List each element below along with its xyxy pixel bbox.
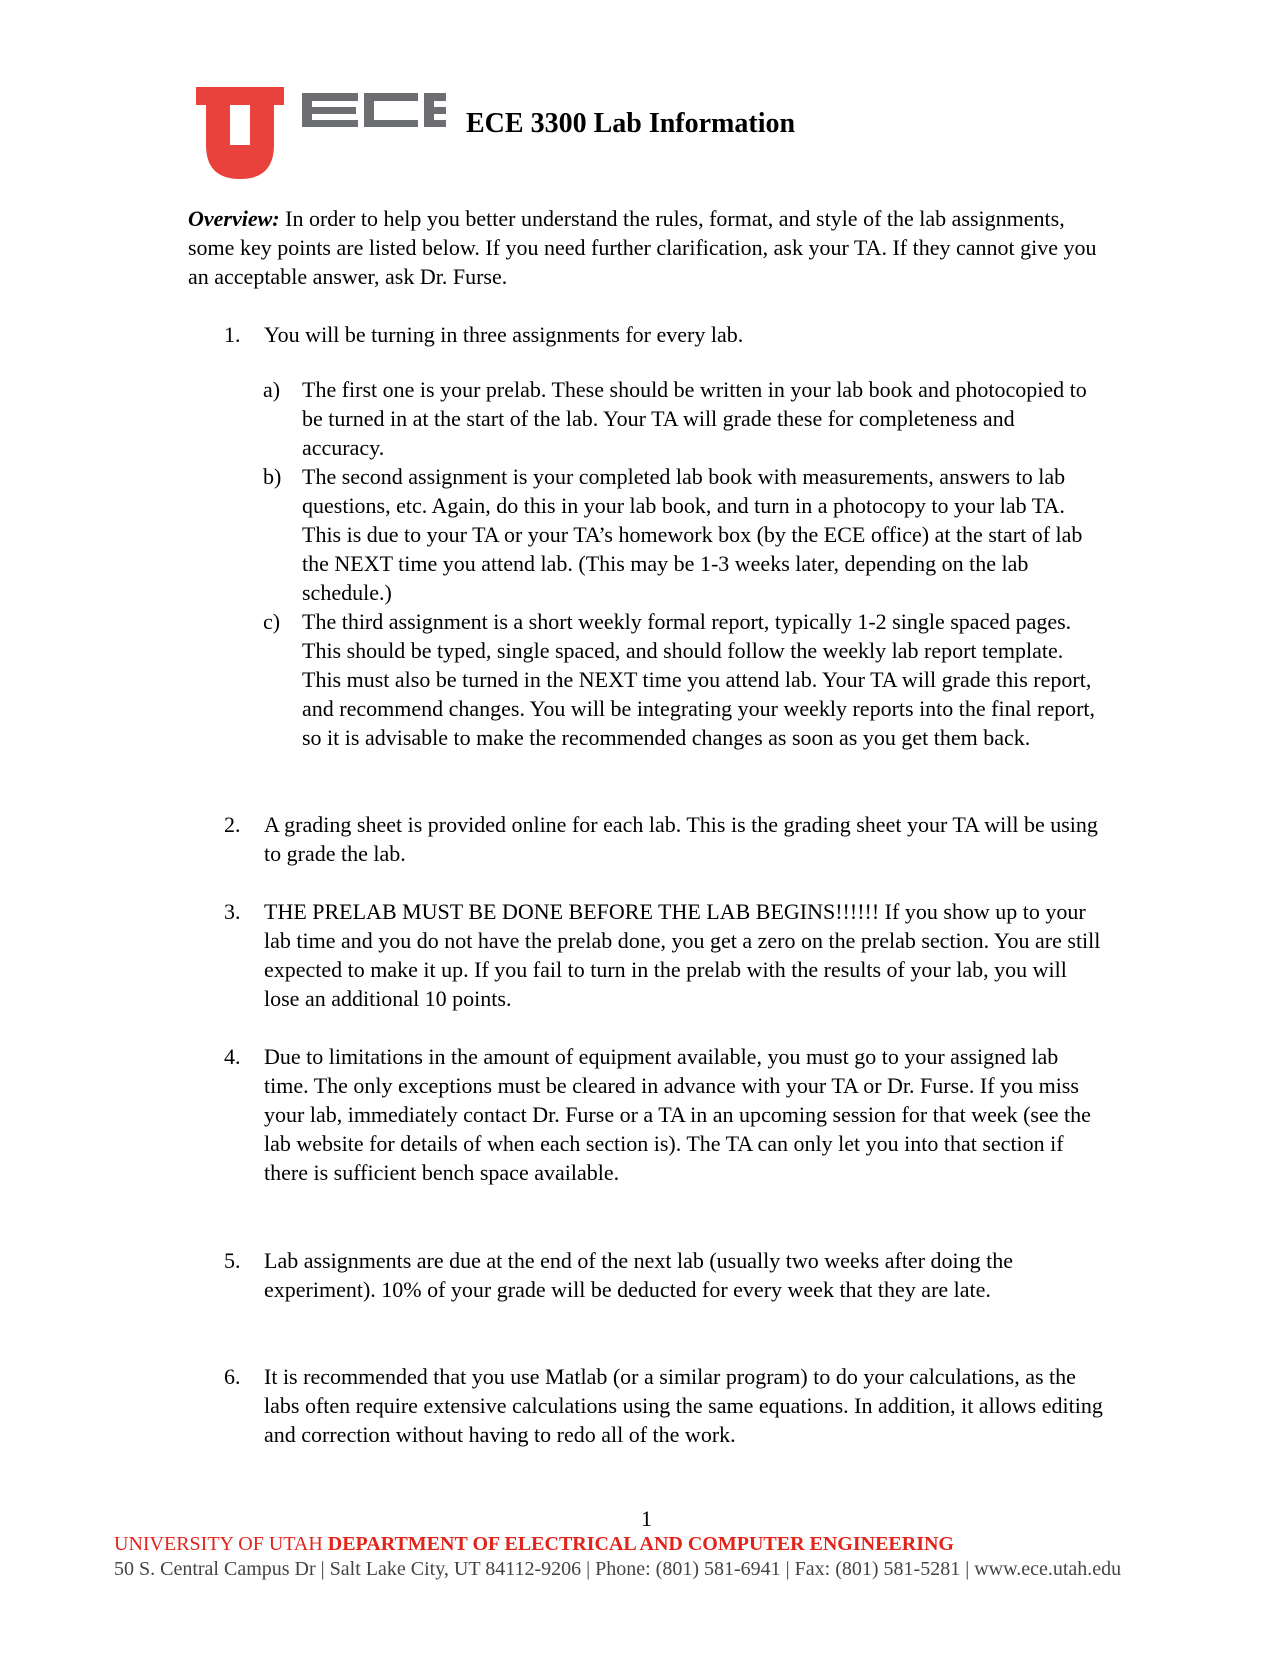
sub-list-text: The first one is your prelab. These should be written in your lab book and photocopied to be turned in at the start of the lab. Your TA will grade these for completeness and accuracy. (302, 377, 1087, 460)
list-item (224, 1246, 1104, 1304)
list-number: 1. (224, 322, 241, 347)
page-number: 1 (641, 1506, 652, 1531)
sub-list-letter: c) (263, 609, 281, 634)
list-text: A grading sheet is provided online for each lab. This is the grading sheet your TA will be using to grade the lab. (264, 812, 1098, 866)
sub-list-text: The third assignment is a short weekly formal report, typically 1-2 single spaced pages. This should be typed, single spaced, and should follow the weekly lab report template. This must also be turned in the NEXT time you attend lab. Your TA will grade this report, and recommend changes. You will be integrating your weekly reports into the final report, so it is advisable to make the recommended changes as soon as you get them back. (302, 609, 1096, 750)
overview-paragraph (188, 204, 1098, 291)
sub-list-letter: a) (263, 377, 281, 402)
list-item (224, 897, 1104, 1013)
sub-list-item (263, 607, 1102, 752)
list-text: Lab assignments are due at the end of the next lab (usually two weeks after doing the experiment). 10% of your grade will be deducted for every week that they are late. (264, 1248, 1013, 1302)
list-item (224, 320, 1104, 349)
list-number: 5. (224, 1248, 241, 1273)
footer-department: DEPARTMENT OF ELECTRICAL AND COMPUTER ENGINEERING (327, 1533, 954, 1555)
list-text: You will be turning in three assignments for every lab. (264, 322, 744, 347)
overview-text: In order to help you better understand the rules, format, and style of the lab assignments, some key points are listed below. If you need further clarification, ask your TA. If they cannot give you an acceptable answer, ask Dr. Furse. (188, 206, 1097, 289)
footer-address: 50 S. Central Campus Dr | Salt Lake City, UT 84112-9206 | Phone: (801) 581-6941 | Fax: (801) 581-5281 | www.ece.utah.edu (114, 1558, 1122, 1580)
list-item (224, 1362, 1104, 1449)
list-text: Due to limitations in the amount of equipment available, you must go to your assigned lab time. The only exceptions must be cleared in advance with your TA or Dr. Furse. If you miss your lab, immediately contact Dr. Furse or a TA in an upcoming session for that week (see the lab website for details of when each section is). The TA can only let you into that section if there is sufficient bench space available. (264, 1044, 1091, 1185)
sub-list-item (263, 375, 1102, 462)
ece-logo (196, 87, 446, 179)
page-title: ECE 3300 Lab Information (466, 108, 796, 139)
sub-list-item (263, 462, 1102, 607)
sub-list-letter: b) (263, 464, 282, 489)
list-text: THE PRELAB MUST BE DONE BEFORE THE LAB BEGINS!!!!!! If you show up to your lab time and you do not have the prelab done, you get a zero on the prelab section. You are still expected to make it up. If you fail to turn in the prelab with the results of your lab, you will lose an additional 10 points. (264, 899, 1101, 1011)
list-number: 4. (224, 1044, 241, 1069)
list-number: 2. (224, 812, 241, 837)
list-item (224, 810, 1104, 868)
ece-wordmark (302, 93, 446, 127)
list-item (224, 1042, 1104, 1187)
list-number: 3. (224, 899, 241, 924)
list-number: 6. (224, 1364, 241, 1389)
list-text: It is recommended that you use Matlab (or a similar program) to do your calculations, as the labs often require extensive calculations using the same equations. In addition, it allows editing and correction without having to redo all of the work. (264, 1364, 1103, 1447)
overview-label: Overview: (188, 206, 280, 231)
sub-list-text: The second assignment is your completed lab book with measurements, answers to lab questions, etc. Again, do this in your lab book, and turn in a photocopy to your lab TA. This is due to your TA or your TA’s homework box (by the ECE office) at the start of lab the NEXT time you attend lab. (This may be 1-3 weeks later, depending on the lab schedule.) (302, 464, 1083, 605)
footer-university-name: UNIVERSITY OF UTAH (114, 1533, 328, 1555)
footer-university (114, 1533, 954, 1556)
